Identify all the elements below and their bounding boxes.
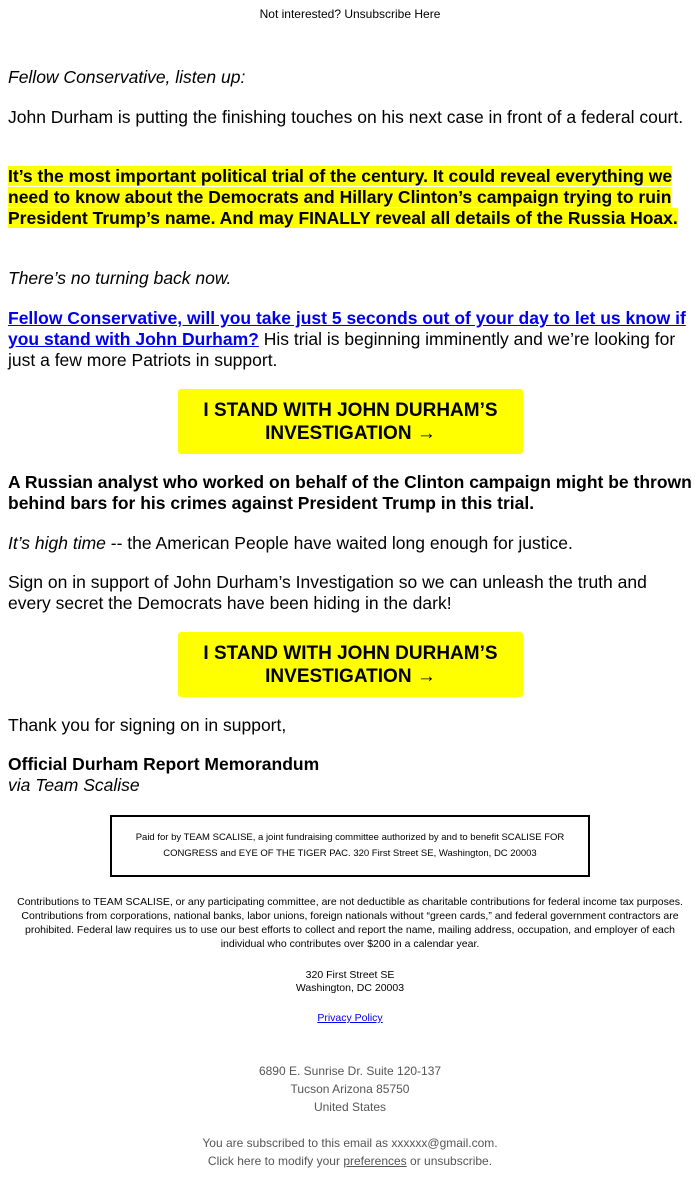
stand-with-durham-button-1[interactable]: I STAND WITH JOHN DURHAM’S INVESTIGATION → [178,389,523,454]
unsubscribe-header [0,7,700,21]
subscribed-notice: You are subscribed to this email as xxxxxx@gmail.com. [202,1136,498,1150]
paragraph-intro: John Durham is putting the finishing touches on his next case in front of a federal court. [8,107,684,127]
modify-text: Click here to modify your [207,1154,344,1168]
modify-preferences [0,1152,700,1170]
paragraph-text: -- the American People have waited long enough for justice. [105,533,573,553]
thanks-text: Thank you for signing on in support, [8,715,287,735]
preferences-link[interactable]: preferences [343,1154,407,1168]
paragraph-sign-on: Sign on in support of John Durham’s Investigation so we can unleash the truth and every secret the Democrats have been hiding in the dark! [8,572,647,613]
contribution-disclaimer: Contributions to TEAM SCALISE, or any participating committee, are not deductible as charitable contributions for federal income tax purposes. Contributions from corporations, national banks, labor unions, foreign nationals without “green cards,” and federal government contractors are prohibited. Federal law requires us to use our best efforts to collect and report the name, mailing address, occupation, and employer of each individual who contributes over $200 in a calendar year. [17,896,683,950]
stand-with-durham-button-2[interactable]: I STAND WITH JOHN DURHAM’S INVESTIGATION → [178,632,523,697]
paragraph-high-time [8,533,692,554]
committee-address-2: Washington, DC 20003 [295,982,405,994]
paragraph-call-to-action [8,308,692,371]
mailing-address-2: Tucson Arizona 85750 [290,1082,410,1096]
signature: Official Durham Report Memorandum [8,754,320,774]
unsubscribe-text: or unsubscribe. [406,1154,493,1168]
paragraph-no-turning-back: There’s no turning back now. [8,268,232,288]
signature-via: via Team Scalise [8,775,140,795]
bold-paragraph: A Russian analyst who worked on behalf of the Clinton campaign might be thrown behind bars for his crimes against President Trump in this trial. [8,472,692,513]
greeting: Fellow Conservative, listen up: [8,67,246,87]
unsubscribe-link[interactable]: Not interested? Unsubscribe Here [259,7,441,21]
paragraph-text: His trial is beginning imminently and we’re looking for just a few more Patriots in support. [8,329,676,370]
paid-for-box [110,815,590,877]
highlighted-paragraph: It’s the most important political trial of the century. It could reveal everything we need to know about the Democrats and Hillary Clinton’s campaign trying to ruin President Trump’s name. And may FINALLY reveal all details of the Russia Hoax. [8,166,678,228]
mailing-address-1: 6890 E. Sunrise Dr. Suite 120-137 [258,1064,442,1078]
committee-address-1: 320 First Street SE [305,969,395,981]
privacy-policy-link[interactable]: Privacy Policy [317,1012,383,1024]
mailing-address-3: United States [313,1100,387,1114]
paid-for-text: Paid for by TEAM SCALISE, a joint fundraising committee authorized by and to benefit SCALISE FOR CONGRESS and EYE OF THE TIGER PAC. 320 First Street SE, Washington, DC 20003 [135,832,565,859]
stand-with-durham-link[interactable]: Fellow Conservative, will you take just 5 seconds out of your day to let us know if you stand with John Durham? [8,308,686,349]
italic-text: It’s high time [8,533,106,553]
